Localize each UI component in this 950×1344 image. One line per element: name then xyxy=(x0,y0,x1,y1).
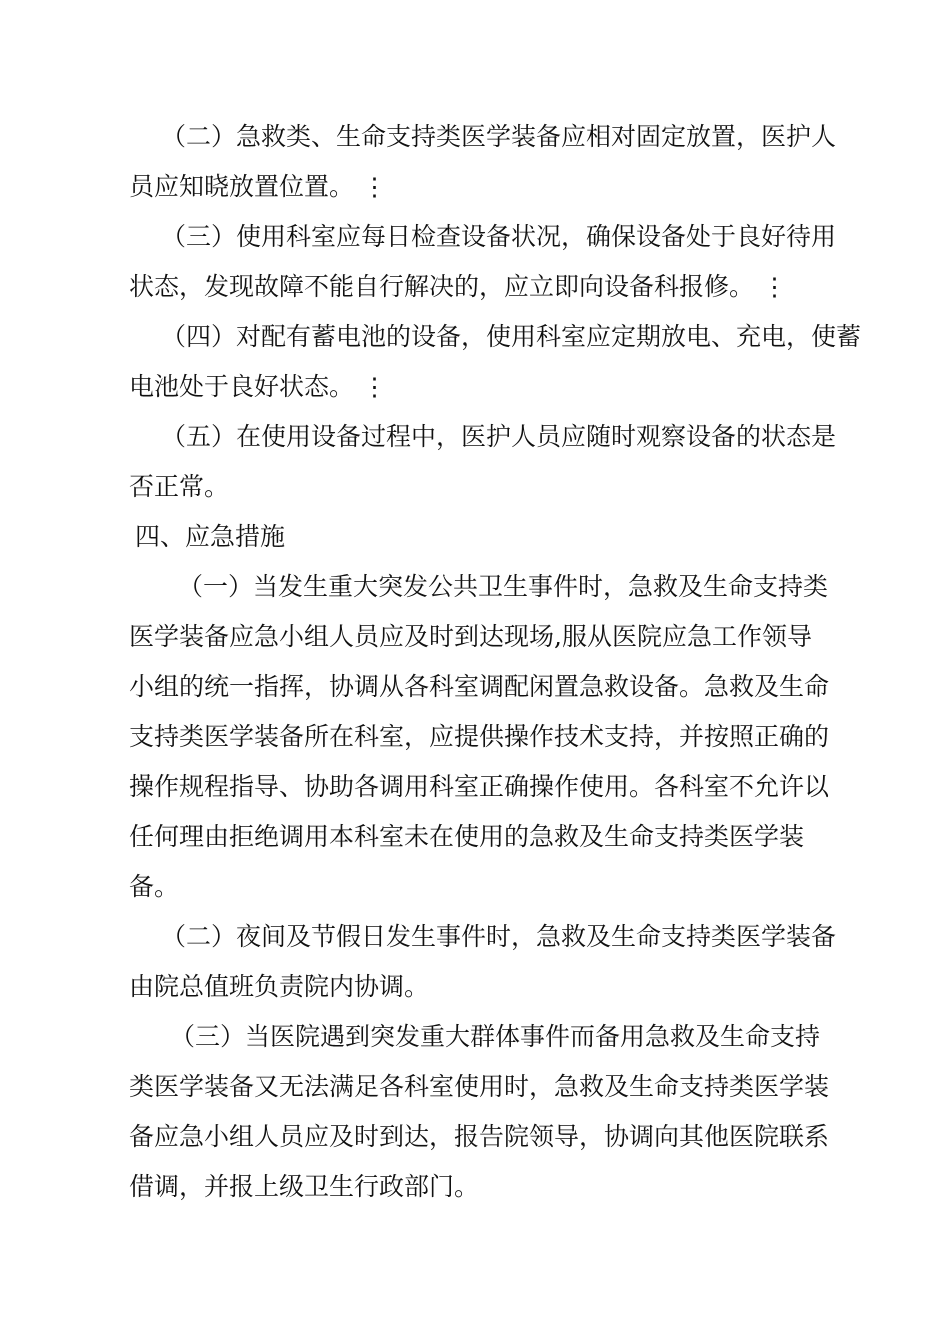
text-line-content: （五）在使用设备过程中，医护人员应随时观察设备的状态是 xyxy=(161,422,837,451)
text-line-content: 类医学装备又无法满足各科室使用时，急救及生命支持类医学装 xyxy=(129,1072,830,1101)
text-line xyxy=(0,362,950,412)
text-line-content: 借调，并报上级卫生行政部门。 xyxy=(129,1172,480,1201)
text-line xyxy=(0,562,950,612)
text-line-content: 医学装备应急小组人员应及时到达现场,服从医院应急工作领导 xyxy=(129,622,812,651)
text-line-content: （三）使用科室应每日检查设备状况，确保设备处于良好待用 xyxy=(161,222,837,251)
text-line xyxy=(0,862,950,912)
text-line xyxy=(0,262,950,312)
text-line-content: （一）当发生重大突发公共卫生事件时，急救及生命支持类 xyxy=(178,572,829,601)
text-line-content: 电池处于良好状态。 ⋮ xyxy=(129,372,387,401)
text-line xyxy=(0,612,950,662)
text-line xyxy=(0,412,950,462)
text-line xyxy=(0,212,950,262)
text-line-content: 备应急小组人员应及时到达，报告院领导，协调向其他医院联系 xyxy=(129,1122,830,1151)
text-line-content: （二）急救类、生命支持类医学装备应相对固定放置，医护人 xyxy=(161,122,837,151)
text-line xyxy=(0,1162,950,1212)
text-line-content: 备。 xyxy=(129,872,180,901)
text-line xyxy=(0,662,950,712)
text-line-content: 员应知晓放置位置。 ⋮ xyxy=(129,172,387,201)
text-line-content: 任何理由拒绝调用本科室未在使用的急救及生命支持类医学装 xyxy=(129,822,805,851)
text-line-content: 支持类医学装备所在科室，应提供操作技术支持，并按照正确的 xyxy=(129,722,830,751)
text-line xyxy=(0,312,950,362)
text-line-content: 操作规程指导、协助各调用科室正确操作使用。各科室不允许以 xyxy=(129,772,830,801)
text-line xyxy=(0,462,950,512)
section-heading xyxy=(0,512,950,562)
text-line xyxy=(0,1062,950,1112)
text-line-content: 状态，发现故障不能自行解决的，应立即向设备科报修。 ⋮ xyxy=(129,272,787,301)
text-line xyxy=(0,912,950,962)
text-line-content: （二）夜间及节假日发生事件时，急救及生命支持类医学装备 xyxy=(161,922,837,951)
section-heading-text: 四、应急措施 xyxy=(135,522,286,551)
text-line xyxy=(0,1012,950,1062)
text-line xyxy=(0,162,950,212)
text-line xyxy=(0,1112,950,1162)
text-line xyxy=(0,712,950,762)
text-line xyxy=(0,112,950,162)
text-line-content: （三）当医院遇到突发重大群体事件而备用急救及生命支持 xyxy=(170,1022,821,1051)
text-line-content: 否正常。 xyxy=(129,472,230,501)
text-line-content: 由院总值班负责院内协调。 xyxy=(129,972,430,1001)
text-line xyxy=(0,762,950,812)
text-line xyxy=(0,962,950,1012)
text-line-content: （四）对配有蓄电池的设备，使用科室应定期放电、充电，使蓄 xyxy=(161,322,862,351)
text-line-content: 小组的统一指挥，协调从各科室调配闲置急救设备。急救及生命 xyxy=(129,672,830,701)
text-line xyxy=(0,812,950,862)
